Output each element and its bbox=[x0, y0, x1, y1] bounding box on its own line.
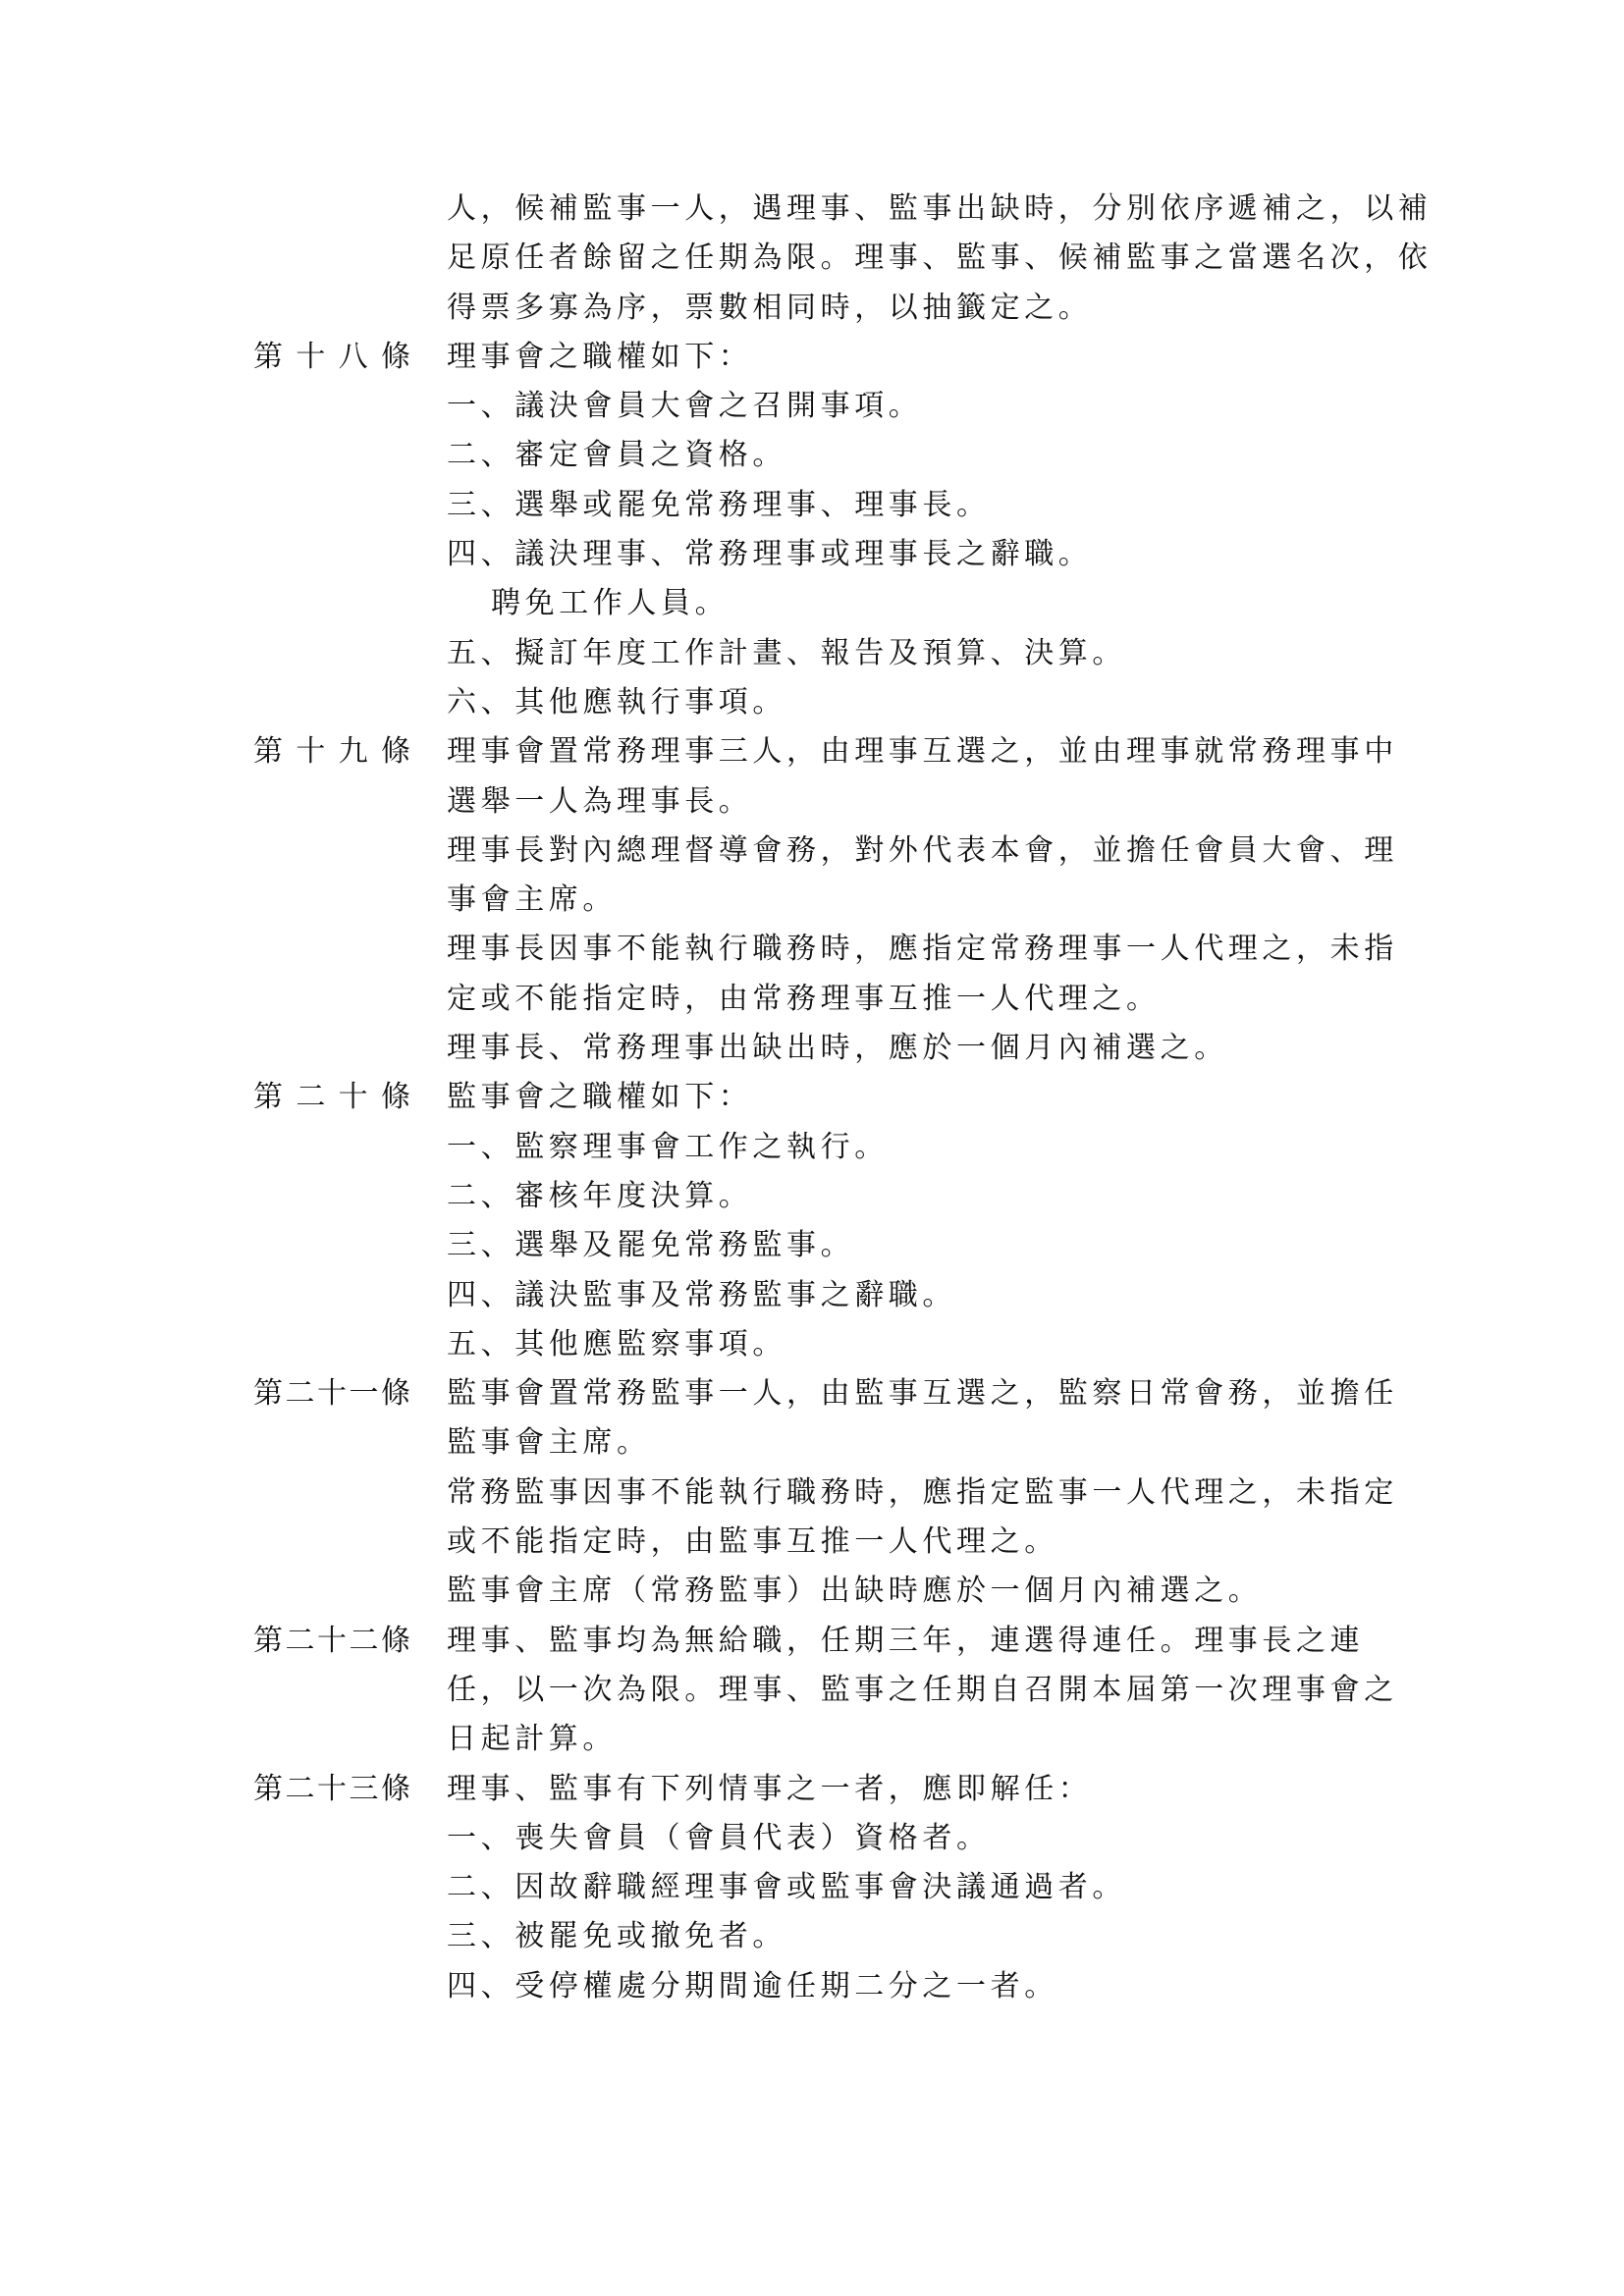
line-text: 選舉一人為理事長。 bbox=[447, 783, 753, 819]
text-line bbox=[0, 1172, 1624, 1221]
line-text: 一、喪失會員（會員代表）資格者。 bbox=[447, 1820, 991, 1855]
text-line bbox=[0, 876, 1624, 925]
text-line bbox=[0, 1912, 1624, 1961]
text-line bbox=[0, 1418, 1624, 1468]
text-line bbox=[0, 1320, 1624, 1369]
line-text: 二、審核年度決算。 bbox=[447, 1178, 753, 1213]
line-text: 理事會置常務理事三人，由理事互選之，並由理事就常務理事中 bbox=[447, 734, 1398, 770]
text-line bbox=[0, 1468, 1624, 1518]
text-line bbox=[0, 1271, 1624, 1320]
line-text: 三、被罷免或撤免者。 bbox=[447, 1919, 786, 1954]
text-line bbox=[0, 1962, 1624, 2011]
line-text: 監事會主席。 bbox=[447, 1425, 651, 1461]
text-line bbox=[0, 481, 1624, 530]
text-line bbox=[0, 333, 1624, 382]
text-line bbox=[0, 1617, 1624, 1666]
text-line bbox=[0, 530, 1624, 579]
line-text: 或不能指定時，由監事互推一人代理之。 bbox=[447, 1524, 1058, 1560]
text-line bbox=[0, 678, 1624, 727]
article-number: 第 二 十 一 條 bbox=[253, 1376, 410, 1412]
text-line bbox=[0, 727, 1624, 776]
line-text: 事會主席。 bbox=[447, 882, 617, 918]
text-line bbox=[0, 975, 1624, 1024]
text-line bbox=[0, 1715, 1624, 1764]
text-line bbox=[0, 1123, 1624, 1172]
line-text: 監事會主席（常務監事）出缺時應於一個月內補選之。 bbox=[447, 1574, 1263, 1609]
line-text: 理事、監事有下列情事之一者，應即解任： bbox=[447, 1771, 1093, 1806]
line-text: 理事長對內總理督導會務，對外代表本會，並擔任會員大會、理 bbox=[447, 832, 1398, 868]
line-text: 四、受停權處分期間逾任期二分之一者。 bbox=[447, 1968, 1058, 2003]
article-number: 第 二 十 條 bbox=[253, 1080, 410, 1115]
line-text: 四、議決監事及常務監事之辭職。 bbox=[447, 1277, 956, 1312]
line-text: 一、監察理事會工作之執行。 bbox=[447, 1129, 889, 1164]
line-text: 二、審定會員之資格。 bbox=[447, 438, 786, 473]
text-line bbox=[0, 431, 1624, 480]
text-line bbox=[0, 1024, 1624, 1073]
text-line bbox=[0, 1567, 1624, 1616]
text-line bbox=[0, 234, 1624, 283]
line-text: 理事長、常務理事出缺出時，應於一個月內補選之。 bbox=[447, 1031, 1228, 1066]
text-line bbox=[0, 777, 1624, 827]
line-text: 聘免工作人員。 bbox=[491, 586, 730, 621]
line-text: 二、因故辭職經理事會或監事會決議通過者。 bbox=[447, 1870, 1126, 1905]
line-text: 三、選舉及罷免常務監事。 bbox=[447, 1228, 855, 1263]
text-line bbox=[0, 284, 1624, 333]
line-text: 定或不能指定時，由常務理事互推一人代理之。 bbox=[447, 981, 1161, 1016]
line-text: 理事長因事不能執行職務時，應指定常務理事一人代理之，未指 bbox=[447, 932, 1398, 967]
line-text: 任，以一次為限。理事、監事之任期自召開本屆第一次理事會之 bbox=[447, 1672, 1398, 1707]
line-text: 三、選舉或罷免常務理事、理事長。 bbox=[447, 487, 991, 522]
line-text: 得票多寡為序，票數相同時，以抽籤定之。 bbox=[447, 290, 1093, 325]
text-line bbox=[0, 579, 1624, 628]
text-line bbox=[0, 1765, 1624, 1814]
text-line bbox=[0, 1221, 1624, 1270]
text-line bbox=[0, 827, 1624, 876]
line-text: 常務監事因事不能執行職務時，應指定監事一人代理之，未指定 bbox=[447, 1474, 1398, 1510]
line-text: 四、議決理事、常務理事或理事長之辭職。 bbox=[447, 537, 1093, 572]
line-text: 日起計算。 bbox=[447, 1722, 617, 1757]
line-text: 人，候補監事一人，遇理事、監事出缺時，分別依序遞補之，以補 bbox=[447, 191, 1433, 226]
article-number: 第 十 八 條 bbox=[253, 339, 410, 374]
text-line bbox=[0, 1863, 1624, 1912]
text-line bbox=[0, 629, 1624, 678]
text-line bbox=[0, 382, 1624, 431]
text-line bbox=[0, 1518, 1624, 1567]
text-line bbox=[0, 1073, 1624, 1122]
line-text: 理事會之職權如下： bbox=[447, 339, 753, 374]
line-text: 足原任者餘留之任期為限。理事、監事、候補監事之當選名次，依 bbox=[447, 240, 1433, 276]
article-number: 第 十 九 條 bbox=[253, 734, 410, 770]
text-line bbox=[0, 925, 1624, 974]
line-text: 監事會置常務監事一人，由監事互選之，監察日常會務，並擔任 bbox=[447, 1376, 1398, 1412]
text-line bbox=[0, 1814, 1624, 1863]
line-text: 五、其他應監察事項。 bbox=[447, 1326, 786, 1362]
line-text: 六、其他應執行事項。 bbox=[447, 684, 786, 720]
line-text: 一、議決會員大會之召開事項。 bbox=[447, 389, 923, 424]
line-text: 理事、監事均為無給職，任期三年，連選得連任。理事長之連 bbox=[447, 1623, 1365, 1658]
article-number: 第 二 十 二 條 bbox=[253, 1623, 410, 1658]
text-line bbox=[0, 185, 1624, 234]
line-text: 五、擬訂年度工作計畫、報告及預算、決算。 bbox=[447, 635, 1126, 670]
article-number: 第 二 十 三 條 bbox=[253, 1771, 410, 1806]
text-line bbox=[0, 1666, 1624, 1715]
text-line bbox=[0, 1369, 1624, 1418]
document-body bbox=[0, 185, 1624, 2011]
line-text: 監事會之職權如下： bbox=[447, 1080, 753, 1115]
